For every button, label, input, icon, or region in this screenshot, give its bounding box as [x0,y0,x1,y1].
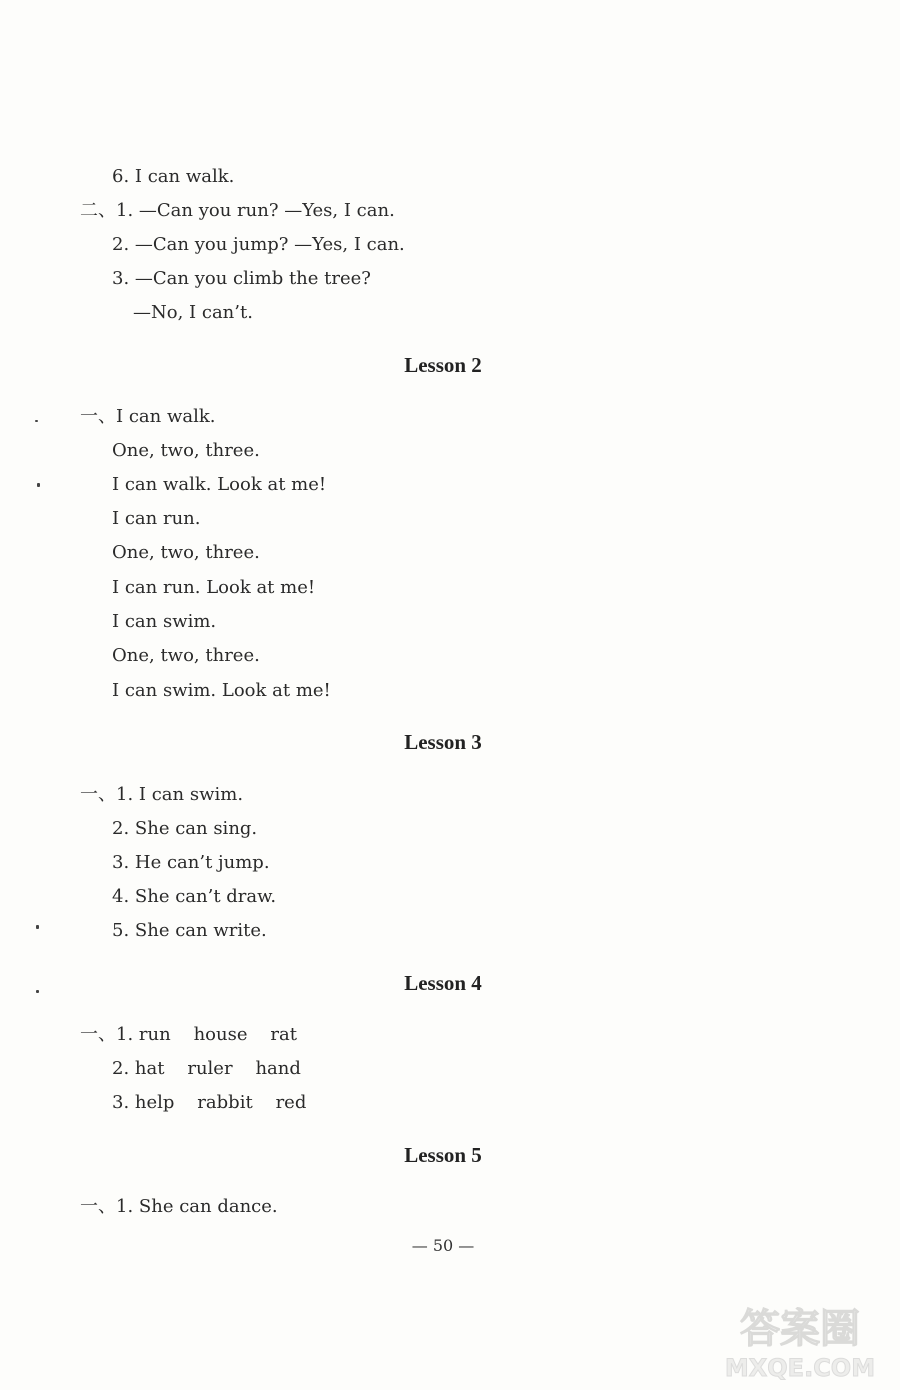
svg-text:MXQE.COM: MXQE.COM [724,1354,876,1382]
scan-speck [35,420,38,422]
lesson-4-line: 一、1. run house rat [80,1024,297,1045]
scan-speck [36,925,39,929]
lesson-2-line: I can swim. [112,611,217,632]
answer-line: 3. —Can you climb the tree? [112,268,371,289]
lesson-4-line: 3. help rabbit red [112,1092,307,1113]
lesson-3-line: 3. He can’t jump. [112,852,270,873]
lesson-2-line: One, two, three. [112,440,260,461]
lesson-4-title: Lesson 4 [404,971,482,995]
svg-text:答案圈: 答案圈 [740,1306,860,1352]
lesson-2-line: 一、I can walk. [80,406,216,427]
lesson-2-line: I can run. Look at me! [112,577,316,598]
watermark-logo [710,1296,890,1382]
lesson-3-line: 4. She can’t draw. [112,886,277,907]
answer-line: 二、1. —Can you run? —Yes, I can. [80,200,395,221]
lesson-5-line: 一、1. She can dance. [80,1196,278,1217]
lesson-3-line: 一、1. I can swim. [80,784,244,805]
lesson-4-line: 2. hat ruler hand [112,1058,301,1079]
scan-speck [36,990,39,993]
lesson-3-line: 2. She can sing. [112,818,258,839]
answer-line: 2. —Can you jump? —Yes, I can. [112,234,405,255]
lesson-2-title: Lesson 2 [404,353,482,377]
scan-speck [37,483,40,487]
lesson-3-title: Lesson 3 [404,730,482,754]
lesson-2-line: One, two, three. [112,542,260,563]
lesson-3-line: 5. She can write. [112,920,267,941]
lesson-5-title: Lesson 5 [404,1143,482,1167]
lesson-2-line: I can swim. Look at me! [112,680,331,701]
lesson-2-line: I can walk. Look at me! [112,474,327,495]
lesson-2-line: One, two, three. [112,645,260,666]
answer-line: —No, I can’t. [133,302,253,323]
lesson-2-line: I can run. [112,508,201,529]
answer-line: 6. I can walk. [112,166,235,187]
page-number: — 50 — [411,1236,475,1255]
